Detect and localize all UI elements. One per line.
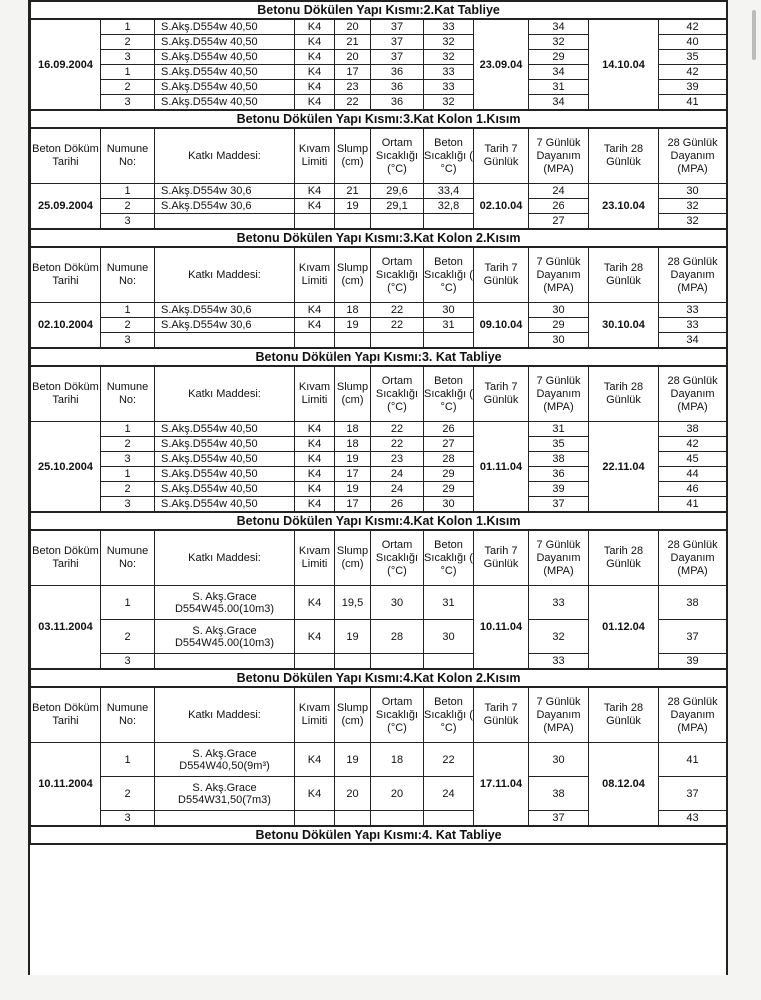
column-header-ambient-temp: Ortam Sıcaklığı (°C) [371, 128, 424, 184]
strength7-cell: 38 [529, 452, 589, 467]
sample-no-cell: 3 [101, 654, 155, 670]
strength28-cell: 34 [659, 333, 727, 349]
strength7-cell: 34 [529, 95, 589, 111]
ambient-temp-cell: 29,1 [371, 199, 424, 214]
consistency-cell: K4 [295, 437, 335, 452]
sample-no-cell: 1 [101, 467, 155, 482]
column-header-concrete-temp: Beton Sıcaklığı ( °C) [424, 366, 474, 422]
column-header-sample-no: Numune No: [101, 366, 155, 422]
ambient-temp-cell [371, 214, 424, 230]
additive-cell: S.Akş.D554w 40,50 [155, 65, 295, 80]
concrete-temp-cell [424, 654, 474, 670]
column-header-date28: Tarih 28 Günlük [589, 128, 659, 184]
additive-cell: S. Akş.Grace D554W45.00(10m3) [155, 620, 295, 654]
strength7-cell: 34 [529, 65, 589, 80]
concrete-temp-cell: 33 [424, 80, 474, 95]
strength28-cell: 38 [659, 586, 727, 620]
section-title: Betonu Dökülen Yapı Kısmı:3.Kat Kolon 1.Kısım [31, 110, 727, 128]
cast-date-cell: 25.10.2004 [31, 422, 101, 513]
sample-no-cell: 3 [101, 452, 155, 467]
concrete-temp-cell: 29 [424, 467, 474, 482]
strength7-cell: 29 [529, 50, 589, 65]
cast-date-cell: 16.09.2004 [31, 19, 101, 110]
sample-no-cell: 3 [101, 95, 155, 111]
date7-cell: 23.09.04 [474, 19, 529, 110]
document-page [28, 0, 728, 975]
column-header-date28: Tarih 28 Günlük [589, 530, 659, 586]
strength7-cell: 37 [529, 811, 589, 827]
concrete-temp-cell: 30 [424, 303, 474, 318]
date28-cell: 30.10.04 [589, 303, 659, 349]
strength28-cell: 44 [659, 467, 727, 482]
column-header-consistency: Kıvam Limiti [295, 366, 335, 422]
consistency-cell: K4 [295, 586, 335, 620]
column-header-consistency: Kıvam Limiti [295, 128, 335, 184]
date28-cell: 01.12.04 [589, 586, 659, 670]
column-header-ambient-temp: Ortam Sıcaklığı (°C) [371, 366, 424, 422]
header-row [31, 687, 727, 743]
concrete-temp-cell: 30 [424, 497, 474, 513]
additive-cell: S.Akş.D554w 40,50 [155, 497, 295, 513]
slump-cell: 20 [335, 777, 371, 811]
slump-cell: 21 [335, 35, 371, 50]
column-header-strength7: 7 Günlük Dayanım (MPA) [529, 687, 589, 743]
column-header-ambient-temp: Ortam Sıcaklığı (°C) [371, 687, 424, 743]
concrete-temp-cell: 33 [424, 65, 474, 80]
section-title: Betonu Dökülen Yapı Kısmı:4.Kat Kolon 1.Kısım [31, 512, 727, 530]
slump-cell: 19 [335, 620, 371, 654]
additive-cell: S.Akş.D554w 40,50 [155, 50, 295, 65]
cast-date-cell: 10.11.2004 [31, 743, 101, 827]
concrete-temp-cell: 31 [424, 586, 474, 620]
strength7-cell: 37 [529, 497, 589, 513]
sample-no-cell: 2 [101, 318, 155, 333]
section-title: Betonu Dökülen Yapı Kısmı:4. Kat Tabliye [31, 826, 727, 844]
additive-cell: S.Akş.D554w 40,50 [155, 19, 295, 35]
slump-cell: 22 [335, 95, 371, 111]
column-header-strength7: 7 Günlük Dayanım (MPA) [529, 247, 589, 303]
additive-cell: S. Akş.Grace D554W40,50(9m³) [155, 743, 295, 777]
strength28-cell: 42 [659, 19, 727, 35]
column-header-strength28: 28 Günlük Dayanım (MPA) [659, 687, 727, 743]
concrete-temp-cell: 27 [424, 437, 474, 452]
strength28-cell: 30 [659, 184, 727, 199]
column-header-date28: Tarih 28 Günlük [589, 366, 659, 422]
consistency-cell: K4 [295, 95, 335, 111]
additive-cell: S.Akş.D554w 40,50 [155, 95, 295, 111]
sample-no-cell: 1 [101, 422, 155, 437]
sample-no-cell: 2 [101, 482, 155, 497]
additive-cell: S.Akş.D554w 40,50 [155, 422, 295, 437]
strength7-cell: 27 [529, 214, 589, 230]
section-title: Betonu Dökülen Yapı Kısmı:4.Kat Kolon 2.Kısım [31, 669, 727, 687]
strength7-cell: 35 [529, 437, 589, 452]
consistency-cell: K4 [295, 777, 335, 811]
strength28-cell: 41 [659, 743, 727, 777]
strength28-cell: 41 [659, 95, 727, 111]
column-header-concrete-temp: Beton Sıcaklığı ( °C) [424, 530, 474, 586]
sample-no-cell: 2 [101, 199, 155, 214]
concrete-temp-cell: 32 [424, 35, 474, 50]
additive-cell [155, 333, 295, 349]
consistency-cell: K4 [295, 452, 335, 467]
concrete-temp-cell: 33,4 [424, 184, 474, 199]
column-header-date7: Tarih 7 Günlük [474, 247, 529, 303]
concrete-temp-cell: 32 [424, 50, 474, 65]
concrete-test-table [30, 0, 726, 845]
strength7-cell: 39 [529, 482, 589, 497]
column-header-consistency: Kıvam Limiti [295, 247, 335, 303]
concrete-temp-cell: 30 [424, 620, 474, 654]
strength7-cell: 29 [529, 318, 589, 333]
strength28-cell: 33 [659, 318, 727, 333]
ambient-temp-cell: 22 [371, 422, 424, 437]
consistency-cell: K4 [295, 422, 335, 437]
column-header-strength28: 28 Günlük Dayanım (MPA) [659, 530, 727, 586]
section-title-row [31, 1, 727, 19]
strength7-cell: 33 [529, 586, 589, 620]
column-header-sample-no: Numune No: [101, 247, 155, 303]
strength7-cell: 31 [529, 80, 589, 95]
concrete-temp-cell: 32 [424, 95, 474, 111]
slump-cell: 19,5 [335, 586, 371, 620]
ambient-temp-cell [371, 654, 424, 670]
concrete-temp-cell: 29 [424, 482, 474, 497]
consistency-cell: K4 [295, 482, 335, 497]
ambient-temp-cell: 22 [371, 318, 424, 333]
section-title: Betonu Dökülen Yapı Kısmı:2.Kat Tabliye [31, 1, 727, 19]
column-header-additive: Katkı Maddesi: [155, 128, 295, 184]
column-header-additive: Katkı Maddesi: [155, 687, 295, 743]
strength7-cell: 38 [529, 777, 589, 811]
table-row [31, 19, 727, 35]
strength7-cell: 30 [529, 303, 589, 318]
consistency-cell: K4 [295, 303, 335, 318]
section-title-row [31, 229, 727, 247]
column-header-strength28: 28 Günlük Dayanım (MPA) [659, 128, 727, 184]
column-header-date: Beton Döküm Tarihi [31, 687, 101, 743]
ambient-temp-cell: 37 [371, 35, 424, 50]
strength28-cell: 40 [659, 35, 727, 50]
ambient-temp-cell: 20 [371, 777, 424, 811]
column-header-slump: Slump (cm) [335, 530, 371, 586]
strength7-cell: 32 [529, 35, 589, 50]
ambient-temp-cell: 22 [371, 303, 424, 318]
ambient-temp-cell: 26 [371, 497, 424, 513]
sample-no-cell: 1 [101, 586, 155, 620]
strength28-cell: 46 [659, 482, 727, 497]
column-header-date: Beton Döküm Tarihi [31, 247, 101, 303]
sample-no-cell: 3 [101, 50, 155, 65]
slump-cell: 17 [335, 497, 371, 513]
cast-date-cell: 02.10.2004 [31, 303, 101, 349]
section-title-row [31, 348, 727, 366]
strength28-cell: 41 [659, 497, 727, 513]
consistency-cell: K4 [295, 199, 335, 214]
date7-cell: 17.11.04 [474, 743, 529, 827]
ambient-temp-cell: 36 [371, 80, 424, 95]
strength7-cell: 34 [529, 19, 589, 35]
strength28-cell: 32 [659, 199, 727, 214]
sample-no-cell: 1 [101, 303, 155, 318]
header-row [31, 530, 727, 586]
consistency-cell: K4 [295, 35, 335, 50]
sample-no-cell: 2 [101, 35, 155, 50]
strength7-cell: 24 [529, 184, 589, 199]
additive-cell: S.Akş.D554w 40,50 [155, 482, 295, 497]
slump-cell: 19 [335, 199, 371, 214]
column-header-date: Beton Döküm Tarihi [31, 128, 101, 184]
slump-cell [335, 811, 371, 827]
slump-cell: 19 [335, 452, 371, 467]
strength28-cell: 42 [659, 437, 727, 452]
strength28-cell: 35 [659, 50, 727, 65]
section-title-row [31, 512, 727, 530]
sample-no-cell: 3 [101, 214, 155, 230]
slump-cell: 20 [335, 19, 371, 35]
header-row [31, 247, 727, 303]
ambient-temp-cell: 24 [371, 482, 424, 497]
slump-cell: 17 [335, 65, 371, 80]
concrete-temp-cell: 28 [424, 452, 474, 467]
column-header-sample-no: Numune No: [101, 128, 155, 184]
ambient-temp-cell [371, 333, 424, 349]
date7-cell: 01.11.04 [474, 422, 529, 513]
table-row [31, 422, 727, 437]
ambient-temp-cell: 22 [371, 437, 424, 452]
strength28-cell: 45 [659, 452, 727, 467]
additive-cell: S.Akş.D554w 40,50 [155, 437, 295, 452]
sample-no-cell: 2 [101, 777, 155, 811]
sample-no-cell: 2 [101, 437, 155, 452]
consistency-cell: K4 [295, 184, 335, 199]
column-header-date: Beton Döküm Tarihi [31, 530, 101, 586]
slump-cell: 21 [335, 184, 371, 199]
slump-cell: 23 [335, 80, 371, 95]
strength7-cell: 31 [529, 422, 589, 437]
column-header-slump: Slump (cm) [335, 366, 371, 422]
strength28-cell: 38 [659, 422, 727, 437]
sample-no-cell: 3 [101, 497, 155, 513]
additive-cell: S.Akş.D554w 30,6 [155, 199, 295, 214]
column-header-consistency: Kıvam Limiti [295, 687, 335, 743]
sample-no-cell: 1 [101, 184, 155, 199]
consistency-cell [295, 214, 335, 230]
concrete-temp-cell: 33 [424, 19, 474, 35]
slump-cell: 18 [335, 422, 371, 437]
column-header-strength28: 28 Günlük Dayanım (MPA) [659, 247, 727, 303]
concrete-temp-cell [424, 811, 474, 827]
date28-cell: 14.10.04 [589, 19, 659, 110]
consistency-cell: K4 [295, 318, 335, 333]
strength7-cell: 26 [529, 199, 589, 214]
additive-cell: S. Akş.Grace D554W31,50(7m3) [155, 777, 295, 811]
cast-date-cell: 03.11.2004 [31, 586, 101, 670]
sample-no-cell: 2 [101, 80, 155, 95]
strength28-cell: 37 [659, 777, 727, 811]
strength28-cell: 39 [659, 654, 727, 670]
slump-cell: 19 [335, 482, 371, 497]
header-row [31, 366, 727, 422]
column-header-additive: Katkı Maddesi: [155, 530, 295, 586]
strength7-cell: 33 [529, 654, 589, 670]
additive-cell: S.Akş.D554w 40,50 [155, 467, 295, 482]
concrete-temp-cell: 24 [424, 777, 474, 811]
section-title-row [31, 669, 727, 687]
additive-cell: S.Akş.D554w 30,6 [155, 303, 295, 318]
column-header-date7: Tarih 7 Günlük [474, 366, 529, 422]
concrete-temp-cell: 32,8 [424, 199, 474, 214]
additive-cell [155, 654, 295, 670]
ambient-temp-cell: 36 [371, 65, 424, 80]
strength28-cell: 39 [659, 80, 727, 95]
ambient-temp-cell [371, 811, 424, 827]
consistency-cell: K4 [295, 743, 335, 777]
column-header-date: Beton Döküm Tarihi [31, 366, 101, 422]
sample-no-cell: 3 [101, 333, 155, 349]
column-header-date28: Tarih 28 Günlük [589, 687, 659, 743]
sample-no-cell: 3 [101, 811, 155, 827]
ambient-temp-cell: 37 [371, 19, 424, 35]
concrete-temp-cell: 26 [424, 422, 474, 437]
ambient-temp-cell: 36 [371, 95, 424, 111]
consistency-cell: K4 [295, 80, 335, 95]
table-row [31, 743, 727, 777]
column-header-slump: Slump (cm) [335, 247, 371, 303]
strength28-cell: 33 [659, 303, 727, 318]
scrollbar-thumb[interactable] [752, 10, 756, 60]
strength7-cell: 36 [529, 467, 589, 482]
strength7-cell: 30 [529, 333, 589, 349]
date7-cell: 09.10.04 [474, 303, 529, 349]
slump-cell [335, 333, 371, 349]
additive-cell: S.Akş.D554w 40,50 [155, 452, 295, 467]
consistency-cell: K4 [295, 497, 335, 513]
column-header-date7: Tarih 7 Günlük [474, 687, 529, 743]
slump-cell: 18 [335, 437, 371, 452]
column-header-concrete-temp: Beton Sıcaklığı ( °C) [424, 128, 474, 184]
column-header-concrete-temp: Beton Sıcaklığı ( °C) [424, 247, 474, 303]
ambient-temp-cell: 28 [371, 620, 424, 654]
column-header-sample-no: Numune No: [101, 530, 155, 586]
additive-cell [155, 811, 295, 827]
strength7-cell: 32 [529, 620, 589, 654]
column-header-ambient-temp: Ortam Sıcaklığı (°C) [371, 247, 424, 303]
additive-cell: S.Akş.D554w 40,50 [155, 80, 295, 95]
slump-cell: 19 [335, 743, 371, 777]
column-header-ambient-temp: Ortam Sıcaklığı (°C) [371, 530, 424, 586]
sample-no-cell: 2 [101, 620, 155, 654]
additive-cell: S.Akş.D554w 40,50 [155, 35, 295, 50]
slump-cell: 18 [335, 303, 371, 318]
column-header-date7: Tarih 7 Günlük [474, 128, 529, 184]
table-row [31, 184, 727, 199]
strength28-cell: 37 [659, 620, 727, 654]
date28-cell: 22.11.04 [589, 422, 659, 513]
sample-no-cell: 1 [101, 65, 155, 80]
strength28-cell: 32 [659, 214, 727, 230]
test-results-table [30, 0, 727, 845]
section-title-row [31, 110, 727, 128]
ambient-temp-cell: 18 [371, 743, 424, 777]
ambient-temp-cell: 23 [371, 452, 424, 467]
slump-cell: 17 [335, 467, 371, 482]
ambient-temp-cell: 29,6 [371, 184, 424, 199]
slump-cell: 20 [335, 50, 371, 65]
consistency-cell [295, 333, 335, 349]
column-header-strength7: 7 Günlük Dayanım (MPA) [529, 530, 589, 586]
consistency-cell: K4 [295, 65, 335, 80]
column-header-slump: Slump (cm) [335, 687, 371, 743]
slump-cell [335, 654, 371, 670]
consistency-cell: K4 [295, 467, 335, 482]
date28-cell: 23.10.04 [589, 184, 659, 230]
concrete-temp-cell: 31 [424, 318, 474, 333]
consistency-cell [295, 811, 335, 827]
column-header-strength7: 7 Günlük Dayanım (MPA) [529, 366, 589, 422]
consistency-cell: K4 [295, 19, 335, 35]
date7-cell: 10.11.04 [474, 586, 529, 670]
additive-cell [155, 214, 295, 230]
cast-date-cell: 25.09.2004 [31, 184, 101, 230]
table-row [31, 586, 727, 620]
consistency-cell: K4 [295, 50, 335, 65]
column-header-date28: Tarih 28 Günlük [589, 247, 659, 303]
column-header-additive: Katkı Maddesi: [155, 366, 295, 422]
strength7-cell: 30 [529, 743, 589, 777]
concrete-temp-cell: 22 [424, 743, 474, 777]
ambient-temp-cell: 24 [371, 467, 424, 482]
sample-no-cell: 1 [101, 19, 155, 35]
column-header-consistency: Kıvam Limiti [295, 530, 335, 586]
header-row [31, 128, 727, 184]
column-header-sample-no: Numune No: [101, 687, 155, 743]
additive-cell: S. Akş.Grace D554W45.00(10m3) [155, 586, 295, 620]
strength28-cell: 43 [659, 811, 727, 827]
section-title-row [31, 826, 727, 844]
slump-cell: 19 [335, 318, 371, 333]
additive-cell: S.Akş.D554w 30,6 [155, 184, 295, 199]
column-header-strength7: 7 Günlük Dayanım (MPA) [529, 128, 589, 184]
consistency-cell [295, 654, 335, 670]
additive-cell: S.Akş.D554w 30,6 [155, 318, 295, 333]
slump-cell [335, 214, 371, 230]
date7-cell: 02.10.04 [474, 184, 529, 230]
column-header-slump: Slump (cm) [335, 128, 371, 184]
date28-cell: 08.12.04 [589, 743, 659, 827]
ambient-temp-cell: 37 [371, 50, 424, 65]
strength28-cell: 42 [659, 65, 727, 80]
consistency-cell: K4 [295, 620, 335, 654]
column-header-additive: Katkı Maddesi: [155, 247, 295, 303]
ambient-temp-cell: 30 [371, 586, 424, 620]
sample-no-cell: 1 [101, 743, 155, 777]
concrete-temp-cell [424, 333, 474, 349]
section-title: Betonu Dökülen Yapı Kısmı:3.Kat Kolon 2.Kısım [31, 229, 727, 247]
concrete-temp-cell [424, 214, 474, 230]
column-header-concrete-temp: Beton Sıcaklığı ( °C) [424, 687, 474, 743]
column-header-date7: Tarih 7 Günlük [474, 530, 529, 586]
column-header-strength28: 28 Günlük Dayanım (MPA) [659, 366, 727, 422]
table-row [31, 303, 727, 318]
section-title: Betonu Dökülen Yapı Kısmı:3. Kat Tabliye [31, 348, 727, 366]
